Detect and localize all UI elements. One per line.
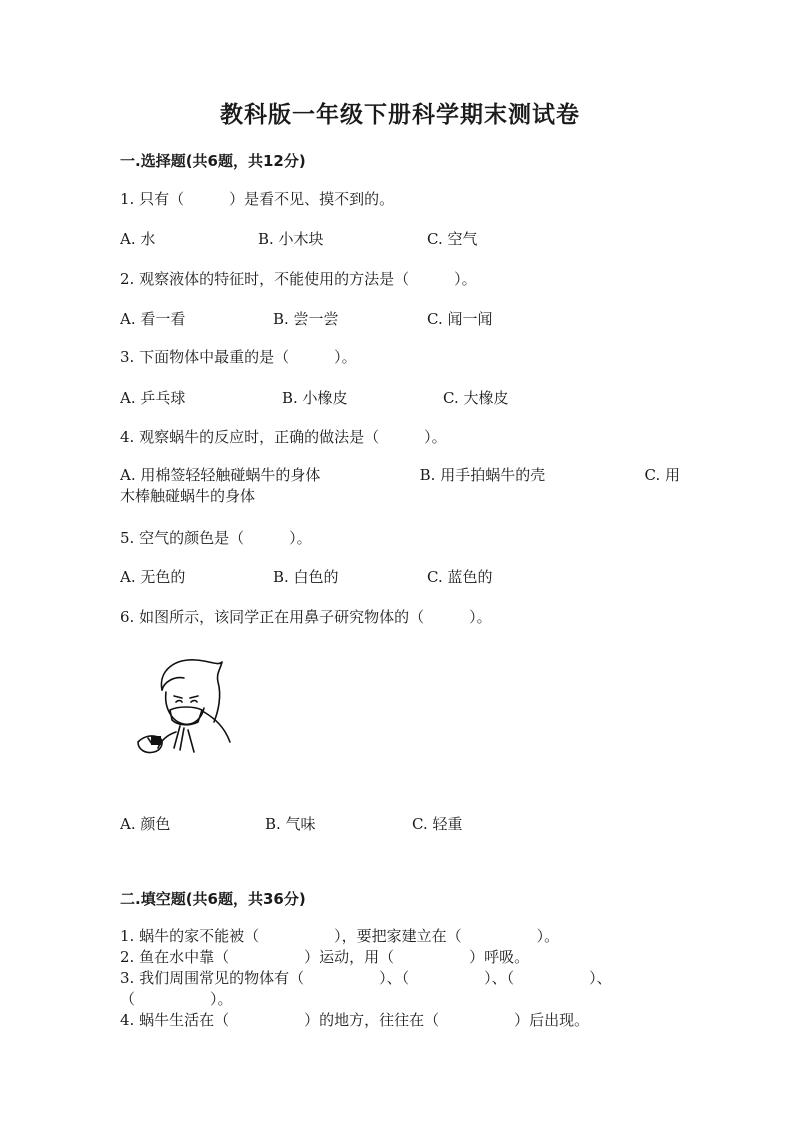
option: A. 用棉签轻轻触碰蜗牛的身体 (120, 466, 321, 484)
question-stem: 3. 下面物体中最重的是（ ）。 (120, 348, 357, 366)
question-stem: 4. 观察蜗牛的反应时，正确的做法是（ ）。 (120, 428, 447, 446)
option: A. 看一看 (120, 310, 186, 328)
option: A. 水 (120, 230, 156, 248)
option: B. 白色的 (273, 568, 339, 586)
fill-in-block (120, 926, 680, 1031)
option: B. 小木块 (258, 230, 324, 248)
fill-line: （ ）。 (120, 990, 233, 1008)
option: A. 颜色 (120, 815, 171, 833)
question-stem: 2. 观察液体的特征时，不能使用的方法是（ ）。 (120, 270, 477, 288)
option: B. 气味 (265, 815, 316, 833)
question-stem: 6. 如图所示，该同学正在用鼻子研究物体的（ ）。 (120, 608, 492, 626)
option: C. 轻重 (412, 815, 463, 833)
option: B. 尝一尝 (273, 310, 339, 328)
option: B. 小橡皮 (282, 389, 348, 407)
fill-line: 2. 鱼在水中靠（ ）运动，用（ ）呼吸。 (120, 948, 530, 966)
question-stem: 5. 空气的颜色是（ ）。 (120, 529, 312, 547)
option: A. 乒乓球 (120, 389, 186, 407)
option: B. 用手拍蜗牛的壳 (419, 466, 546, 484)
fill-line: 3. 我们周围常见的物体有（ ）、（ ）、（ ）、 (120, 969, 612, 987)
page-title: 教科版一年级下册科学期末测试卷 (220, 101, 580, 128)
section-header-choice: 一.选择题(共6题，共12分) (120, 152, 306, 170)
option-block (120, 465, 680, 507)
option-continuation: 木棒触碰蜗牛的身体 (120, 487, 256, 505)
option: C. 大橡皮 (443, 389, 509, 407)
option: C. 蓝色的 (427, 568, 493, 586)
section-header-fill: 二.填空题(共6题，共36分) (120, 890, 306, 908)
girl-smelling-object-illustration (118, 652, 238, 762)
question-stem: 1. 只有（ ）是看不见、摸不到的。 (120, 190, 395, 208)
option: A. 无色的 (120, 568, 186, 586)
fill-line: 1. 蜗牛的家不能被（ ），要把家建立在（ ）。 (120, 927, 560, 945)
option: C. 空气 (427, 230, 478, 248)
option: C. 闻一闻 (427, 310, 493, 328)
fill-line: 4. 蜗牛生活在（ ）的地方，往往在（ ）后出现。 (120, 1011, 590, 1029)
option: C. 用 (644, 466, 680, 484)
